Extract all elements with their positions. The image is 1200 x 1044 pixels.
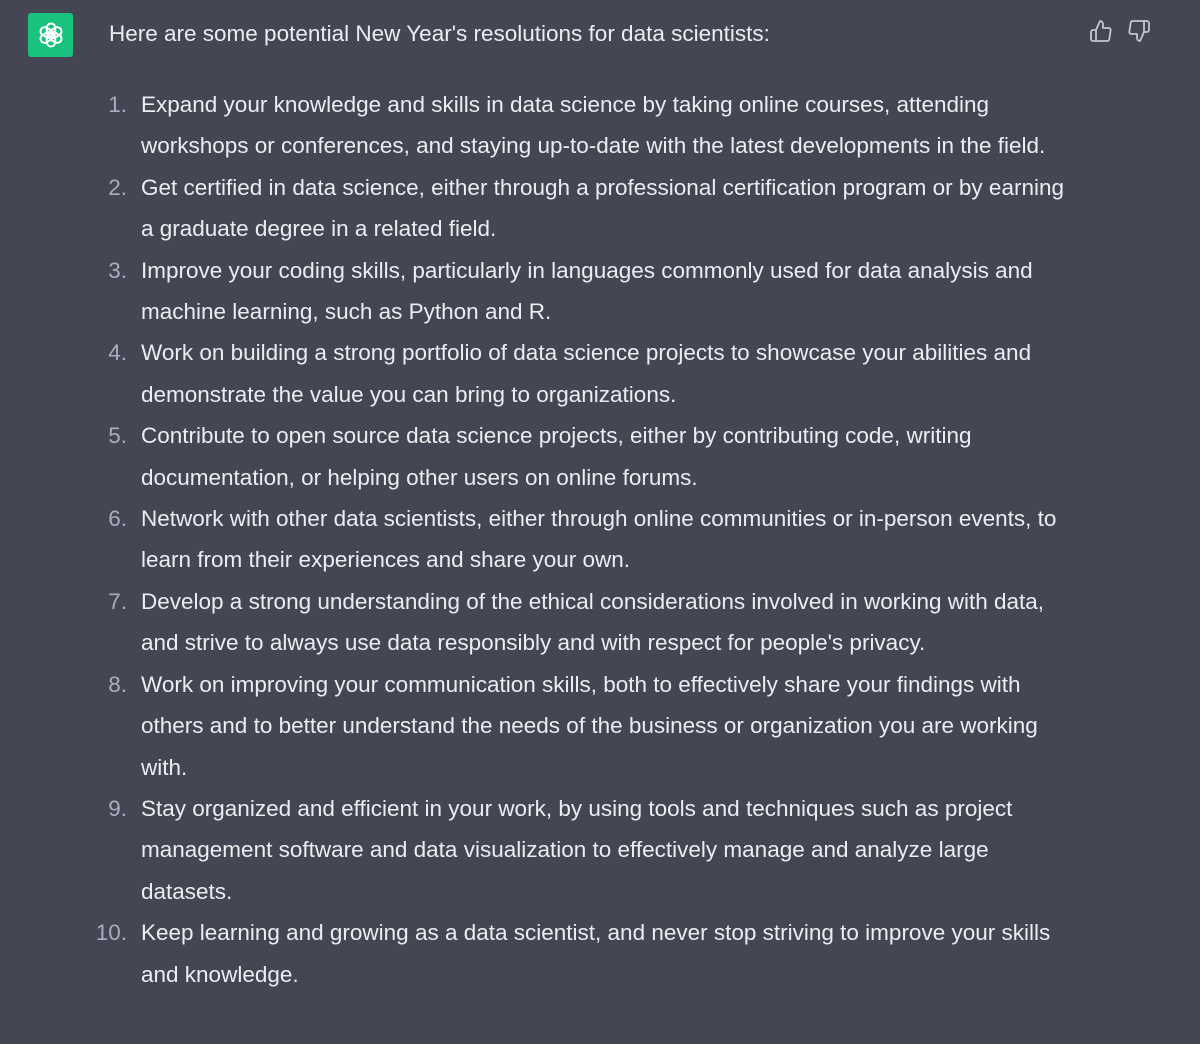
item-number: 7. — [108, 588, 127, 614]
list-item — [0, 912, 1200, 995]
list-item — [0, 167, 1200, 250]
item-text: Get certified in data science, either through a professional certification program or by earning a graduate degree in a related field. — [141, 174, 1064, 242]
item-number: 9. — [108, 795, 127, 821]
item-text: Contribute to open source data science projects, either by contributing code, writing documentation, or helping other users on online forums. — [141, 423, 972, 490]
item-text: Expand your knowledge and skills in data science by taking online courses, attending workshops or conferences, and staying up-to-date with the latest developments in the field. — [141, 92, 1046, 159]
list-item — [0, 788, 1200, 912]
list-item — [0, 250, 1200, 333]
list-item — [0, 332, 1200, 415]
item-number: 8. — [108, 671, 127, 697]
item-text: Work on building a strong portfolio of data science projects to showcase your abilities and demonstrate the value you can bring to organizations. — [141, 340, 1032, 407]
thumbs-down-icon — [1127, 19, 1151, 43]
resolutions-list — [0, 84, 1200, 995]
item-number: 2. — [108, 174, 127, 200]
thumbs-up-button[interactable] — [1089, 18, 1113, 44]
openai-logo-icon — [35, 19, 67, 51]
item-text: Develop a strong understanding of the ethical considerations involved in working with data, and strive to always use data responsibly and with respect for people's privacy. — [141, 588, 1045, 656]
item-number: 5. — [108, 423, 127, 449]
item-text: Keep learning and growing as a data scientist, and never stop striving to improve your skills and knowledge. — [141, 920, 1051, 987]
list-item — [0, 664, 1200, 788]
feedback-buttons — [1089, 18, 1151, 44]
list-item — [0, 581, 1200, 664]
item-text: Stay organized and efficient in your work, by using tools and techniques such as project management software and data visualization to effectively manage and analyze large datasets. — [141, 795, 1013, 904]
assistant-avatar — [28, 13, 73, 57]
item-text: Network with other data scientists, either through online communities or in-person events, to learn from their experiences and share your own. — [141, 506, 1057, 573]
list-item — [0, 84, 1200, 167]
thumbs-down-button[interactable] — [1127, 18, 1151, 44]
item-number: 1. — [108, 92, 127, 117]
list-item — [0, 415, 1200, 498]
item-number: 10. — [95, 920, 127, 946]
item-number: 6. — [108, 506, 127, 532]
message-intro: Here are some potential New Year's resolutions for data scientists: — [109, 21, 770, 46]
item-number: 4. — [108, 340, 127, 366]
list-item — [0, 498, 1200, 581]
item-number: 3. — [108, 257, 127, 283]
item-text: Improve your coding skills, particularly in languages commonly used for data analysis and machine learning, such as Python and R. — [141, 257, 1033, 325]
thumbs-up-icon — [1089, 19, 1113, 43]
item-text: Work on improving your communication skills, both to effectively share your findings with others and to better understand the needs of the business or organization you are working with. — [141, 671, 1038, 780]
